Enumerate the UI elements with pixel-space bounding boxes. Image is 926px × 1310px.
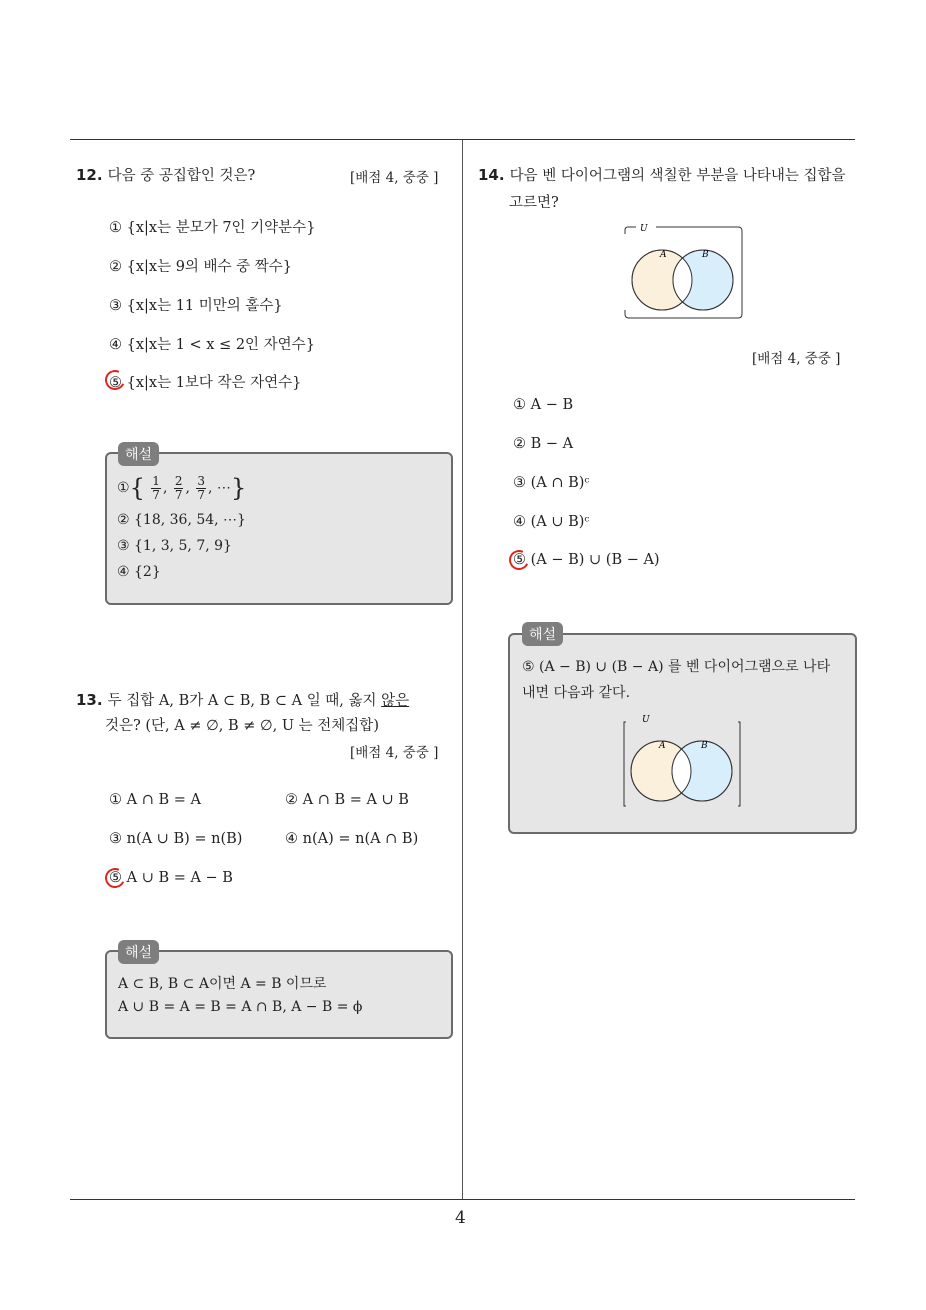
q12-fraction-1: $\frac{1}{7}$ (152, 473, 160, 502)
q12-score: [배점 4, 중중 ] (350, 170, 439, 186)
q12-option-1[interactable]: ① {x|x는 분모가 7인 기약분수} (109, 220, 316, 236)
q14-option-2[interactable]: ② B − A (513, 436, 574, 452)
q14-venn-diagram (620, 222, 748, 324)
venn-u-label: U (642, 715, 650, 725)
q12-solution-tag: 해설 (118, 442, 159, 466)
q12-option-5[interactable]: ⑤ {x|x는 1보다 작은 자연수} (109, 375, 302, 391)
q12-number: 12. (76, 166, 103, 184)
q12-fraction-2: $\frac{2}{7}$ (174, 473, 183, 502)
q12-text: 다음 중 공집합인 것은? (107, 168, 256, 184)
q13-header (76, 689, 409, 710)
q14-option-5[interactable]: ⑤ (A − B) ∪ (B − A) (513, 552, 660, 568)
venn-a-label: A (660, 250, 667, 260)
q12-option-2[interactable]: ② {x|x는 9의 배수 중 짝수} (109, 259, 293, 275)
q14-text-line2: 고르면? (509, 195, 559, 211)
q12-fraction-3: $\frac{3}{7}$ (197, 473, 206, 502)
q13-underlined-word: 않은 (381, 693, 410, 709)
q13-option-5[interactable]: ⑤ A ∪ B = A − B (109, 870, 233, 886)
q12-solution-l1-tail: , ⋯ (208, 480, 231, 496)
q12-solution-line-2: ② {18, 36, 54, ⋯} (117, 512, 246, 528)
q13-solution-tag: 해설 (118, 940, 159, 964)
q13-text-line2: 것은? (단, A ≠ ∅, B ≠ ∅, U 는 전체집합) (105, 718, 379, 734)
venn-b-label: B (701, 741, 708, 751)
q12-solution-l1-prefix: ① (117, 480, 130, 496)
q13-solution-line-1: A ⊂ B, B ⊂ A이면 A = B 이므로 (118, 976, 327, 992)
q14-solution-tag: 해설 (522, 622, 563, 646)
q13-option-2[interactable]: ② A ∩ B = A ∪ B (285, 792, 409, 808)
column-divider (462, 140, 463, 1200)
page-number: 4 (455, 1208, 466, 1228)
q13-option-4[interactable]: ④ n(A) = n(A ∩ B) (285, 831, 419, 847)
q13-text-line1: 두 집합 A, B가 A ⊂ B, B ⊂ A 일 때, 옳지 (107, 693, 382, 709)
q14-solution-line-2: 내면 다음과 같다. (522, 685, 631, 701)
q14-option-3[interactable]: ③ (A ∩ B)ᶜ (513, 475, 590, 491)
q14-solution-venn-diagram (618, 712, 746, 812)
q14-option-4[interactable]: ④ (A ∪ B)ᶜ (513, 514, 590, 530)
q13-solution-line-2: A ∪ B = A = B = A ∩ B, A − B = ϕ (118, 999, 363, 1015)
q14-text-line1: 다음 벤 다이어그램의 색칠한 부분을 나타내는 집합을 (509, 168, 846, 184)
q13-option-3[interactable]: ③ n(A ∪ B) = n(B) (109, 831, 243, 847)
bottom-rule (70, 1199, 855, 1200)
q13-number: 13. (76, 691, 103, 709)
q14-score: [배점 4, 중중 ] (752, 351, 841, 367)
q12-solution-line-1: ①{ $\frac{1}{7}$ , $\frac{2}{7}$ , $\frac{3}{7}$ , ⋯} (117, 473, 247, 502)
q14-number: 14. (478, 166, 505, 184)
q13-solution-box (105, 950, 453, 1039)
q12-solution-line-4: ④ {2} (117, 564, 161, 580)
q14-header (478, 164, 845, 185)
q12-header (76, 164, 255, 185)
venn-u-label: U (640, 224, 648, 234)
q14-solution-line-1: ⑤ (A − B) ∪ (B − A) 를 벤 다이어그램으로 나타 (522, 659, 831, 675)
q12-option-3[interactable]: ③ {x|x는 11 미만의 홀수} (109, 298, 283, 314)
q14-option-1[interactable]: ① A − B (513, 397, 574, 413)
q12-option-4[interactable]: ④ {x|x는 1 < x ≤ 2인 자연수} (109, 337, 315, 353)
venn-a-label: A (659, 741, 666, 751)
q12-solution-line-3: ③ {1, 3, 5, 7, 9} (117, 538, 232, 554)
q13-score: [배점 4, 중중 ] (350, 745, 439, 761)
q13-option-1[interactable]: ① A ∩ B = A (109, 792, 201, 808)
venn-b-label: B (702, 250, 709, 260)
